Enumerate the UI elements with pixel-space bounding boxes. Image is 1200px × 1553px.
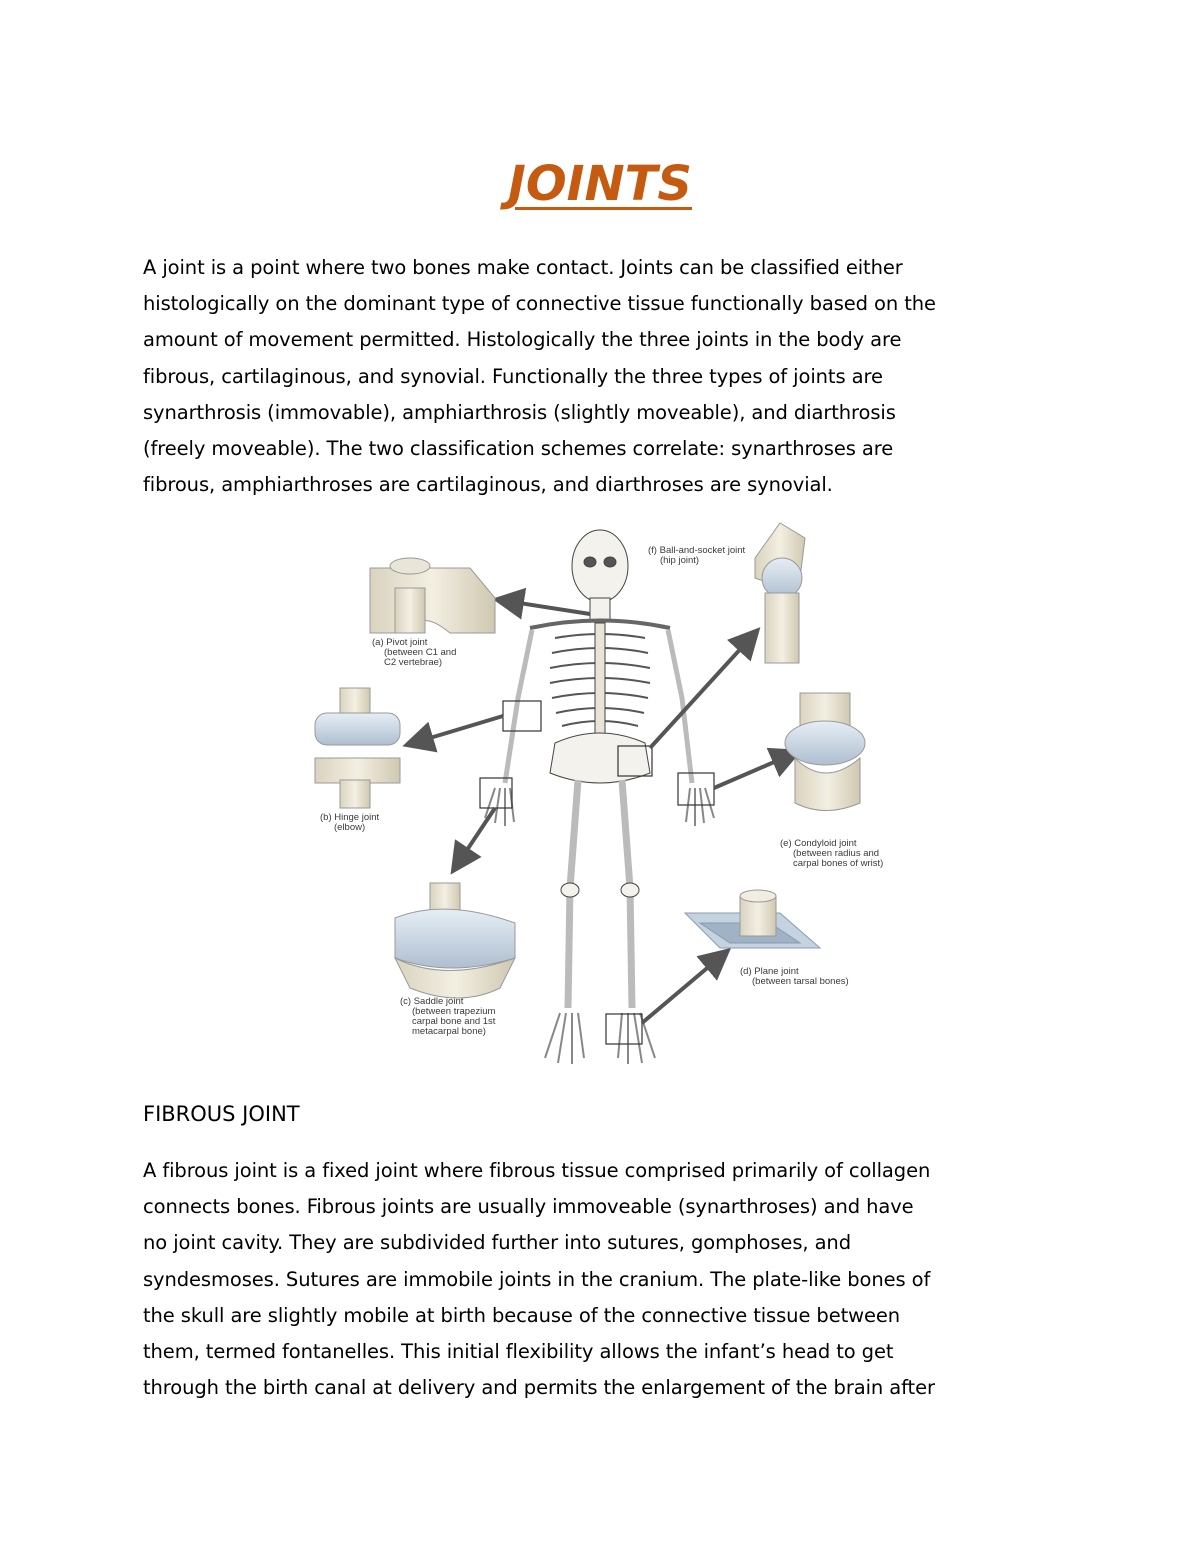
paragraph-line: through the birth canal at delivery and permits the enlargement of the brain after (143, 1376, 935, 1400)
saddle-label-line: (c) Saddle joint (400, 996, 464, 1007)
svg-text:(f) Ball-and-socket joint(hip (648, 545, 746, 566)
hinge-label-line: (b) Hinge joint (320, 812, 380, 823)
plane-joint-illustration (685, 890, 820, 948)
paragraph-line: connects bones. Fibrous joints are usually immoveable (synarthroses) and have (143, 1195, 914, 1219)
skull (572, 530, 628, 602)
joint-types-figure (300, 518, 900, 1088)
saddle-label-line: (between trapezium (412, 1006, 496, 1017)
paragraph-line: A joint is a point where two bones make contact. Joints can be classified either (143, 256, 903, 279)
svg-text:(d) Plane joint(between tarsal (740, 966, 849, 987)
paragraph-line: synarthrosis (immovable), amphiarthrosis (slightly moveable), and diarthrosis (143, 400, 896, 424)
paragraph-line: them, termed fontanelles. This initial flexibility allows the infant’s head to get (143, 1340, 894, 1364)
pivot-joint-illustration (370, 558, 495, 633)
plane-label-line: (between tarsal bones) (752, 976, 849, 987)
saddle-label-line: metacarpal bone) (412, 1026, 486, 1037)
paragraph-line: syndesmoses. Sutures are immobile joints in the cranium. The plate-like bones of (143, 1267, 931, 1291)
paragraph-line: (freely moveable). The two classification schemes correlate: synarthroses are (143, 437, 894, 461)
paragraph-line: no joint cavity. They are subdivided further into sutures, gomphoses, and (143, 1231, 851, 1255)
paragraph-line: A fibrous joint is a fixed joint where fibrous tissue comprised primarily of collagen (143, 1159, 931, 1182)
pivot-label-line: C2 vertebrae) (384, 657, 443, 668)
svg-text:(a) Pivot joint(between C1 and (372, 637, 456, 668)
paragraph-line: fibrous, cartilaginous, and synovial. Functionally the three types of joints are (143, 364, 883, 388)
skeleton (485, 530, 714, 1064)
page-title (0, 152, 1200, 216)
pivot-label-line: (between C1 and (384, 647, 457, 658)
section-heading: FIBROUS JOINT (143, 1102, 300, 1126)
paragraph-line: amount of movement permitted. Histologically the three joints in the body are (143, 328, 902, 352)
condyloid-label-line: carpal bones of wrist) (793, 858, 884, 869)
saddle-joint-illustration (395, 883, 515, 998)
plane-label-line: (d) Plane joint (740, 966, 799, 977)
condyloid-label-line: (between radius and (793, 848, 880, 859)
intro-paragraph (143, 250, 1083, 503)
paragraph-line: the skull are slightly mobile at birth because of the connective tissue between (143, 1303, 901, 1327)
ball-label-line: (hip joint) (660, 555, 700, 566)
condyloid-joint-illustration (785, 693, 865, 811)
skeleton-diagram (300, 518, 900, 1088)
condyloid-label-line: (e) Condyloid joint (780, 838, 857, 849)
paragraph-line: fibrous, amphiarthroses are cartilaginous, and diarthroses are synovial. (143, 473, 833, 497)
title-text: JOINTS (507, 156, 692, 212)
fibrous-paragraph (143, 1153, 1083, 1406)
hinge-joint-illustration (315, 688, 400, 808)
saddle-label-line: carpal bone and 1st (412, 1016, 496, 1027)
hinge-label-line: (elbow) (334, 822, 366, 833)
ball-socket-joint-illustration (755, 523, 805, 663)
svg-text:(e) Condyloid joint(between ra (780, 838, 883, 869)
ball-label-line: (f) Ball-and-socket joint (648, 545, 746, 556)
svg-text:(b) Hinge joint(elbow) (320, 812, 379, 833)
pivot-label-line: (a) Pivot joint (372, 637, 428, 648)
svg-text:(c) Saddle joint(between trape (400, 996, 496, 1037)
paragraph-line: histologically on the dominant type of connective tissue functionally based on the (143, 292, 936, 316)
